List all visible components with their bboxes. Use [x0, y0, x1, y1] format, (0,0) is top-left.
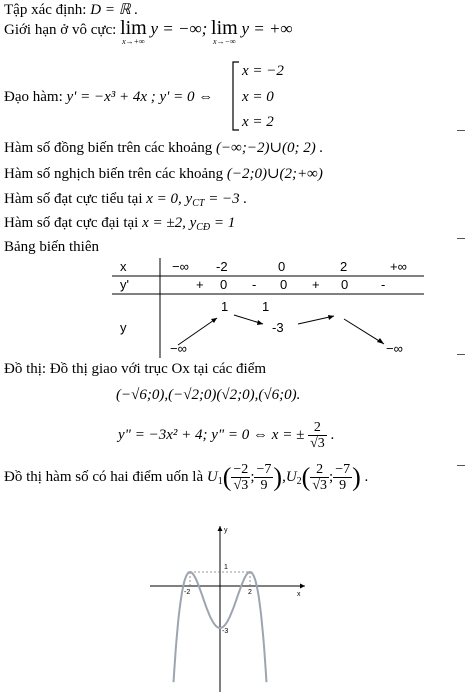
maximum-value: = 1: [210, 215, 236, 231]
minimum-value: = −3 .: [204, 191, 248, 207]
lim-subscript: x→+∞: [122, 37, 145, 46]
tick-y1: 1: [224, 564, 228, 571]
sign-cell: -: [381, 277, 386, 292]
y-value-right: −∞: [386, 341, 403, 356]
inflection-u2: U: [285, 469, 297, 485]
domain-label: Tập xác định:: [4, 2, 87, 18]
limit-minus-infinity: [211, 17, 238, 46]
tick-ym3: -3: [222, 628, 229, 635]
lim-word: lim: [211, 17, 238, 39]
derivative-expr: y' = −x³ + 4x ; y' = 0 ⇔: [66, 89, 214, 105]
maximum-subscript: CĐ: [196, 222, 211, 233]
sign-cell: +: [196, 277, 204, 292]
domain-line: [4, 1, 138, 19]
second-derivative-line: y" = −3x² + 4; y" = 0 ⇔ x = ± $\frac{2}{√3}$ .: [118, 420, 335, 452]
maximum-text: Hàm số đạt cực đại tại: [4, 215, 139, 231]
table-yprime-label: y': [120, 277, 129, 292]
limits-label: Giới hạn ở vô cực:: [4, 22, 117, 38]
derivative-label: Đạo hàm:: [4, 89, 63, 105]
y-value-max: 1: [221, 299, 229, 314]
x-value: −∞: [172, 259, 189, 274]
increasing-text: Hàm số đồng biến trên các khoảng: [4, 140, 213, 156]
increasing-expr: (−∞;−2)∪(0; 2) .: [216, 140, 324, 156]
minimum-expr: x = 0, y: [146, 191, 193, 207]
x-value: 2: [340, 259, 348, 274]
x-value: 0: [278, 259, 286, 274]
sign-cell: -: [252, 277, 257, 292]
lim-word: lim: [120, 17, 147, 39]
x-value: -2: [216, 259, 228, 274]
limit-plus-infinity: [120, 17, 147, 46]
table-x-label: x: [120, 259, 127, 274]
edge-mark: [457, 354, 465, 355]
sign-cell: +: [312, 277, 320, 292]
domain-expr: D = ℝ .: [90, 2, 139, 18]
minimum-subscript: CT: [192, 198, 205, 209]
edge-mark: [457, 465, 465, 466]
x-axis-label: x: [297, 591, 301, 598]
inflection-text: Đồ thị hàm số có hai điểm uốn là: [4, 469, 204, 485]
system-bracket: [230, 60, 242, 132]
minimum-text: Hàm số đạt cực tiểu tại: [4, 191, 143, 207]
edge-mark: [457, 238, 465, 239]
lim-subscript: x→−∞: [213, 37, 236, 46]
solution-1: x = −2: [242, 63, 284, 79]
edge-mark: [457, 130, 465, 131]
sign-cell: 0: [280, 277, 288, 292]
sign-cell: 0: [341, 277, 349, 292]
derivative-line: [4, 88, 213, 106]
y-value-left: −∞: [170, 341, 187, 356]
limit-value-2: y = +∞: [241, 19, 293, 38]
inflection-u1: U: [206, 469, 218, 485]
intersection-points: (−√6;0),(−√2;0)(√2;0),(√6;0).: [116, 387, 301, 403]
decreasing-text: Hàm số nghịch biến trên các khoảng: [4, 166, 224, 182]
limit-value-1: y = −∞;: [150, 19, 208, 38]
maximum-line: [4, 214, 235, 237]
maximum-expr: x = ±2, y: [142, 215, 197, 231]
graph-intro: Đồ thị: Đồ thị giao với trục Ox tại các điểm: [4, 361, 267, 377]
solution-2: x = 0: [242, 89, 274, 105]
y-value-min: -3: [272, 320, 284, 335]
inflection-line: Đồ thị hàm số có hai điểm uốn là $U_1$( $\frac{-2}{√3}$ ; $\frac{-7}{9}$ )$,U_2$( $\frac{2}{√3}$ ; $\frac{-7}{9}$ ) .: [4, 462, 369, 494]
function-graph: [140, 520, 320, 696]
tick-neg2: -2: [184, 589, 191, 596]
increasing-line: [4, 139, 323, 157]
minimum-line: [4, 190, 247, 213]
second-derivative-fraction: $\frac{2}{√3}$: [310, 420, 325, 452]
arrow-down-2: [344, 319, 384, 344]
decreasing-line: [4, 165, 323, 183]
second-derivative-expr: y" = −3x² + 4; y" = 0 ⇔ x = ±: [118, 427, 305, 443]
table-title: Bảng biến thiên: [4, 239, 99, 255]
x-value: +∞: [390, 259, 407, 274]
y-value-max: 1: [262, 299, 270, 314]
y-axis-label: y: [224, 527, 228, 534]
solution-3: x = 2: [242, 114, 274, 130]
table-y-label: y: [120, 320, 127, 335]
limits-line: [4, 17, 293, 58]
tick-pos2: 2: [248, 589, 252, 596]
decreasing-expr: (−2;0)∪(2;+∞): [226, 166, 323, 182]
sign-cell: 0: [220, 277, 228, 292]
